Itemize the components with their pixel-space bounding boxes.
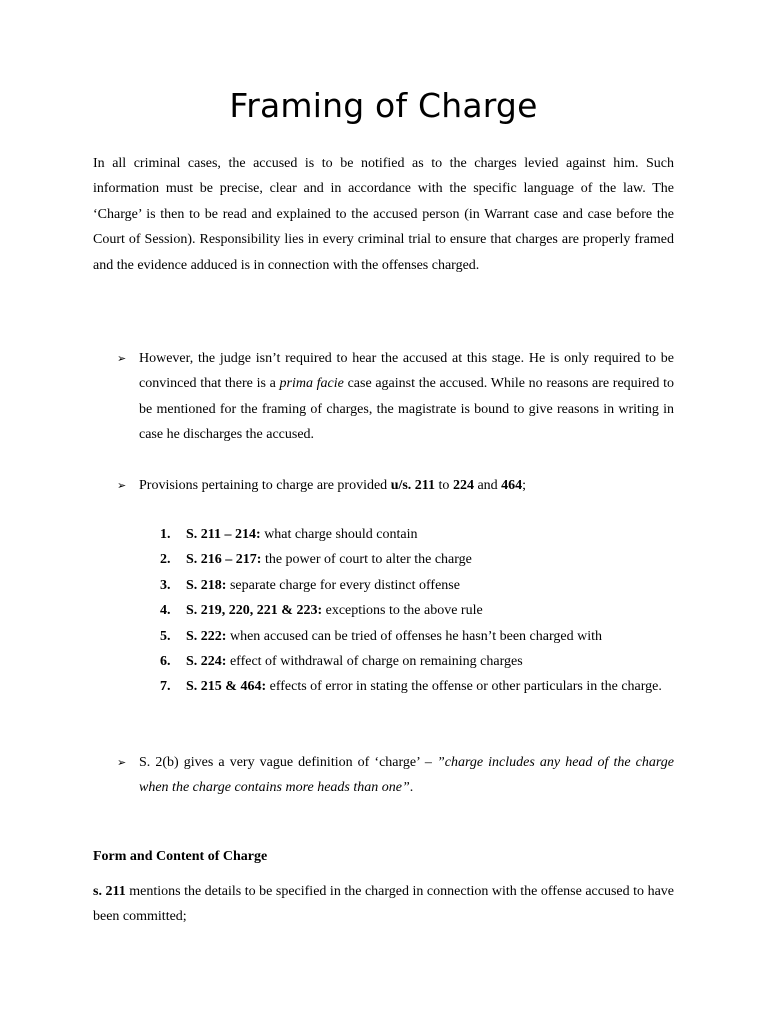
- list-item: [153, 624, 674, 649]
- section-ref: S. 224:: [186, 654, 227, 670]
- arrow-bullet-icon: ➢: [117, 756, 127, 769]
- bullet-text-part: and: [473, 478, 502, 493]
- list-number: 1.: [160, 527, 171, 542]
- list-number: 2.: [160, 552, 171, 568]
- bullet-text-part: case against the accused. While no reasons are required to be mentioned for the framing of charges, the magistrate is bound to give reasons in writing in case he discharges the accused.: [139, 376, 675, 443]
- bullet-provisions: [117, 473, 674, 498]
- list-item: [153, 649, 674, 674]
- list-item-text: what charge should contain: [260, 527, 418, 542]
- list-number: 4.: [160, 603, 171, 619]
- bullet-text-part: ;: [522, 478, 527, 493]
- list-item: [153, 674, 674, 699]
- section-ref: s. 211: [93, 884, 126, 899]
- list-number: 6.: [160, 654, 171, 670]
- list-number: 7.: [160, 679, 171, 695]
- bullet-text-part: Provisions pertaining to charge are provided: [139, 478, 391, 493]
- bullet-text: [139, 473, 674, 498]
- list-item: [153, 547, 674, 572]
- prima-facie-term: prima facie: [279, 376, 344, 392]
- list-number: 3.: [160, 577, 171, 593]
- section-heading: Form and Content of Charge: [93, 849, 268, 864]
- bullet-text-part: However, the judge isn’t required to hear the accused at this stage. He is only required to be convinced that there is a: [139, 351, 674, 392]
- bullet-judge-hearing: [117, 346, 674, 448]
- list-item-text: effect of withdrawal of charge on remaining charges: [226, 654, 523, 670]
- section-ref: S. 211 – 214:: [186, 527, 261, 542]
- section-ref: S. 215 & 464:: [186, 679, 267, 695]
- section-ref: S. 216 – 217:: [186, 552, 262, 568]
- bullet-text-part: to: [435, 478, 453, 493]
- list-item: [153, 573, 674, 598]
- list-number: 5.: [160, 628, 171, 644]
- arrow-bullet-icon: ➢: [117, 479, 127, 492]
- bullet-text: [139, 346, 674, 448]
- section-ref: S. 219, 220, 221 & 223:: [186, 603, 323, 619]
- paragraph-text: mentions the details to be specified in the charged in connection with the offense accused to have been committed;: [93, 884, 674, 925]
- sections-list: [153, 522, 674, 700]
- list-item-text: separate charge for every distinct offense: [226, 577, 460, 593]
- bullet-text-part: S. 2(b) gives a very vague definition of ‘charge’ –: [139, 755, 437, 770]
- section-ref: u/s. 211: [390, 478, 436, 493]
- bullet-text-part: .: [409, 780, 414, 796]
- list-item-text: when accused can be tried of offenses he hasn’t been charged with: [226, 628, 602, 644]
- section-ref: 464: [501, 478, 523, 493]
- list-item-text: exceptions to the above rule: [322, 603, 483, 619]
- s211-paragraph: [93, 879, 674, 930]
- bullet-definition: [117, 750, 674, 801]
- section-ref: S. 218:: [186, 577, 227, 593]
- section-ref: S. 222:: [186, 628, 227, 644]
- arrow-bullet-icon: ➢: [117, 352, 127, 365]
- list-item-text: effects of error in stating the offense or other particulars in the charge.: [266, 679, 662, 695]
- list-item: [153, 522, 674, 547]
- page-title: Framing of Charge: [229, 86, 538, 125]
- definition-quote: ”charge includes any head of the charge when the charge contains more heads than one”: [139, 755, 674, 796]
- section-ref: 224: [452, 478, 474, 493]
- intro-paragraph: In all criminal cases, the accused is to be notified as to the charges levied against him. Such information must be precise, clear and in accordance with the specific language of the law. The ‘Charge’ is then to be read and explained to the accused person (in Warrant case and case before the Court of Session). Responsibility lies in every criminal trial to ensure that charges are properly framed and the evidence adduced is in connection with the offenses charged.: [93, 156, 674, 273]
- list-item-text: the power of court to alter the charge: [261, 552, 472, 568]
- bullet-text: [139, 750, 674, 801]
- list-item: [153, 598, 674, 623]
